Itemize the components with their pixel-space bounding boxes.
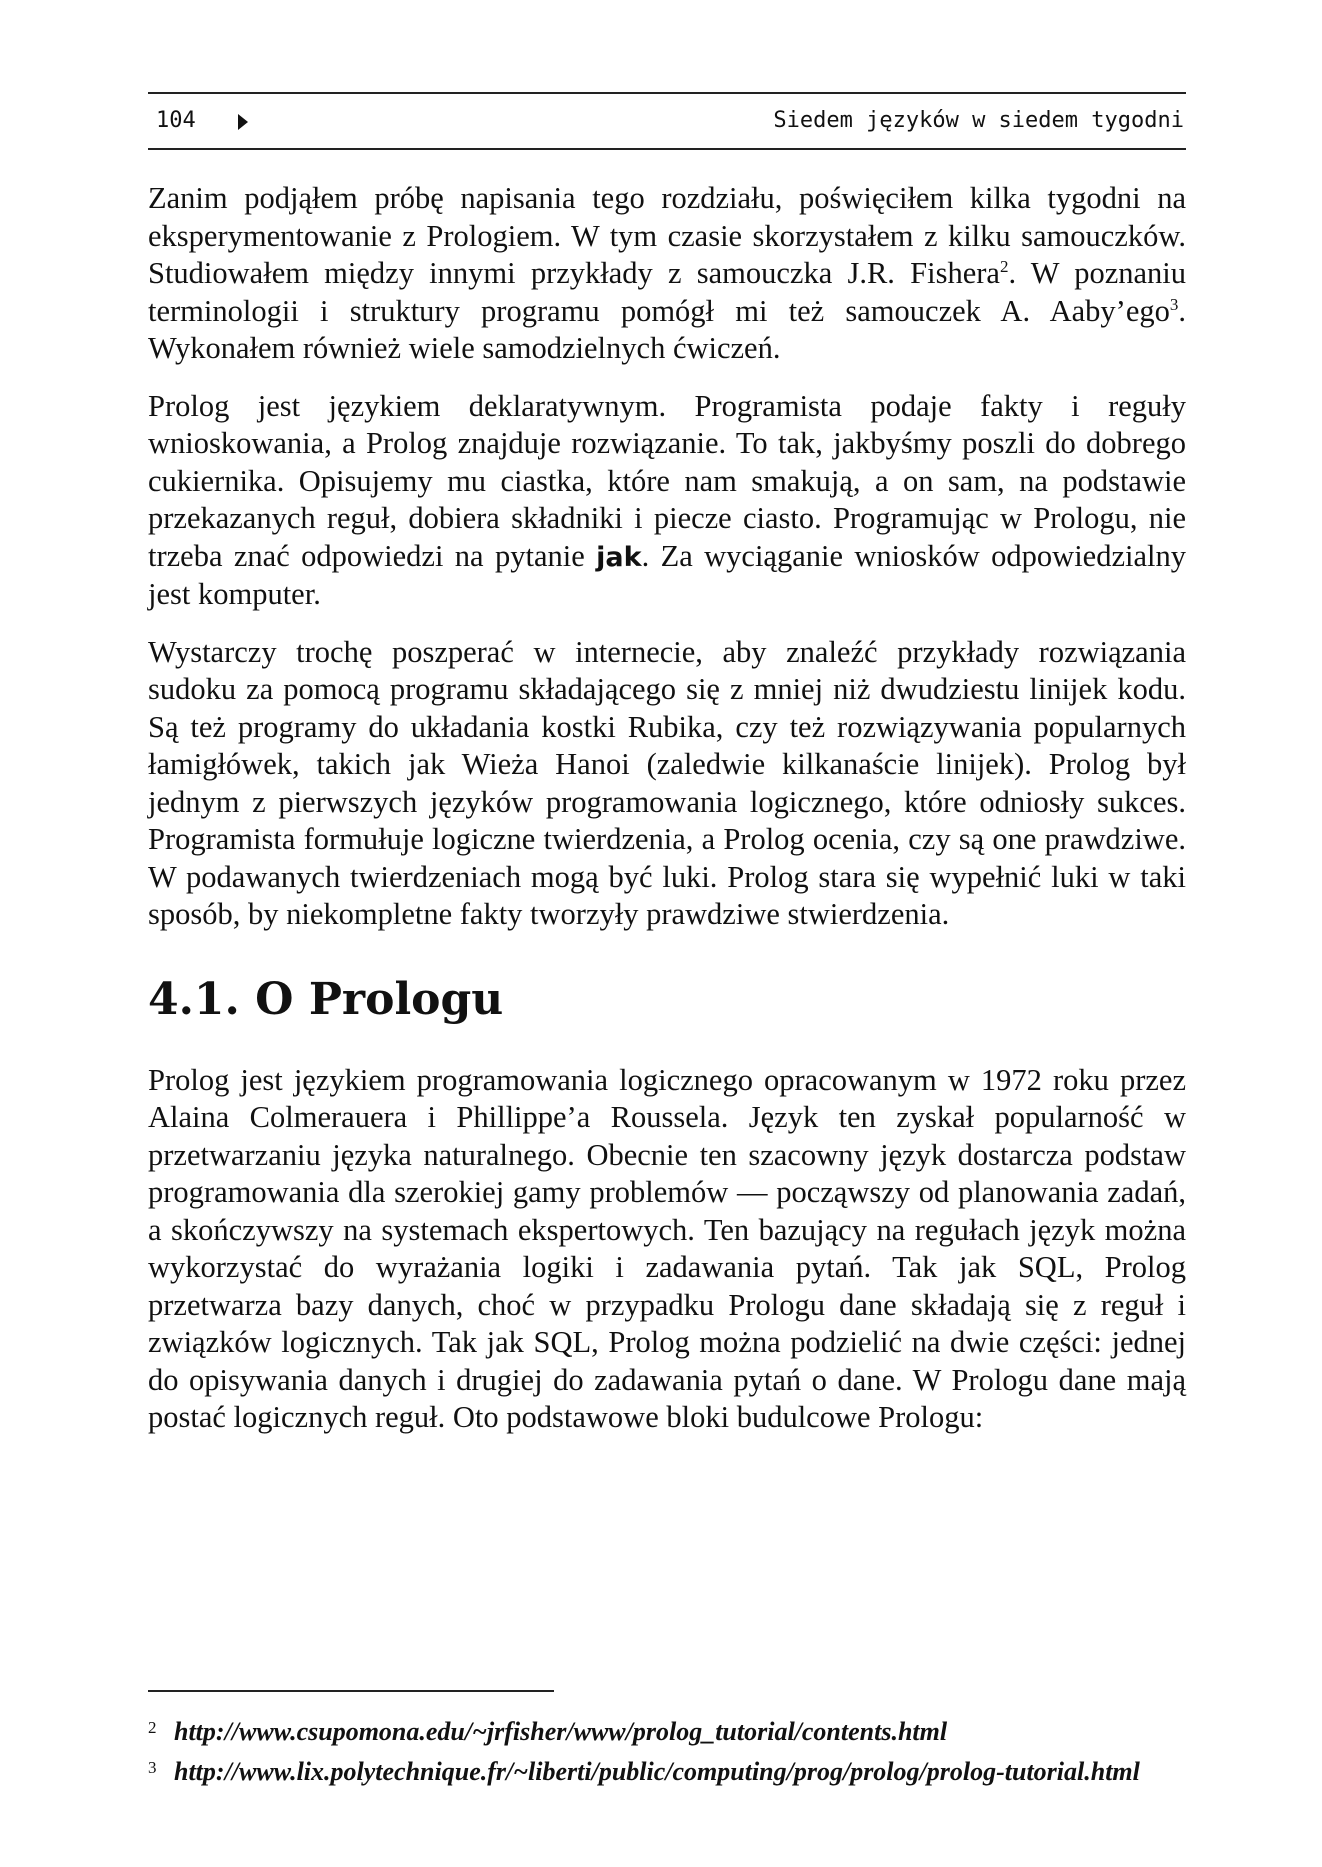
paragraph-text: . W poznaniu terminologii i struktury programu pomógł mi też samouczek A. Aaby’ego xyxy=(148,256,1187,328)
footnote-3 xyxy=(148,1752,1186,1792)
footnote-ref[interactable]: 2 xyxy=(999,257,1009,276)
footnote-divider xyxy=(148,1690,554,1692)
bold-term: jak xyxy=(596,541,642,573)
triangle-right-icon xyxy=(238,114,248,130)
paragraph-text: . Za wyciąganie wniosków odpowiedzialny jest komputer. xyxy=(148,538,1186,611)
paragraph-2 xyxy=(148,388,1186,614)
footnote-mark: 3 xyxy=(148,1758,157,1777)
paragraph-text: Prolog jest językiem deklaratywnym. Programista podaje fakty i reguły wnioskowania, a Prolog znajduje rozwiązanie. To tak, jakbyśmy poszli do dobrego cukiernika. Opisujemy mu ciastka, które nam smakują, a on sam, na podstawie przekazanych reguł, dobiera składniki i piecze ciasto. Programując w Prologu, nie trzeba znać odpowiedzi na pytanie xyxy=(148,388,1186,573)
paragraph-text: Zanim podjąłem próbę napisania tego rozdziału, poświęciłem kilka tygodni na eksperymentowanie z Prologiem. W tym czasie skorzystałem z kilku samouczków. Studiowałem między innymi przykłady z samouczka J.R. Fishera xyxy=(148,181,1186,290)
paragraph-3: Wystarczy trochę poszperać w internecie, aby znaleźć przykłady rozwiązania sudoku za pomocą programu składającego się z mniej niż dwudziestu linijek kodu. Są też programy do układania kostki Rubika, czy też rozwiązywania popularnych łamigłówek, takich jak Wieża Hanoi (zaledwie kilkanaście linijek). Prolog był jednym z pierwszych języków programowania logicznego, które odniosły sukces. Programista formułuje logiczne twierdzenia, a Prolog ocenia, czy są one prawdziwe. W podawanych twierdzeniach mogą być luki. Prolog stara się wypełnić luki w taki sposób, by niekompletne fakty tworzyły prawdziwe stwierdzenia. xyxy=(148,634,1186,931)
footnote-2 xyxy=(148,1712,1186,1752)
footnotes xyxy=(148,1712,1186,1792)
paragraph-4: Prolog jest językiem programowania logicznego opracowanym w 1972 roku przez Alaina Colmerauera i Phillippe’a Roussela. Język ten zyskał popularność w przetwarzaniu języka naturalnego. Obecnie ten szacowny język dostarcza podstaw programowania dla szerokiej gamy problemów — począwszy od planowania zadań, a skończywszy na systemach ekspertowych. Ten bazujący na regułach język można wykorzystać do wyrażania logiki i zadawania pytań. Tak jak SQL, Prolog przetwarza bazy danych, choć w przypadku Prologu dane składają się z reguł i związków logicznych. Tak jak SQL, Prolog można podzielić na dwie części: jednej do opisywania danych i drugiej do zadawania pytań o dane. W Prologu dane mają postać logicznych reguł. Oto podstawowe bloki budulcowe Prologu: xyxy=(148,1062,1186,1434)
footnote-link[interactable]: http://www.csupomona.edu/~jrfisher/www/prolog_tutorial/contents.html xyxy=(174,1717,948,1746)
footnote-mark: 2 xyxy=(148,1718,157,1737)
paragraph-1 xyxy=(148,180,1186,368)
running-header xyxy=(148,92,1186,150)
main-text xyxy=(148,180,1186,1457)
page-number: 104 xyxy=(156,108,196,133)
footnote-ref[interactable]: 3 xyxy=(1169,294,1179,314)
paragraph-text: . Wykonałem również wiele samodzielnych ćwiczeń. xyxy=(148,293,1186,365)
section-heading: 4.1. O Prologu xyxy=(148,973,504,1025)
running-title: Siedem języków w siedem tygodni xyxy=(773,108,1184,133)
footnote-link[interactable]: http://www.lix.polytechnique.fr/~liberti/public/computing/prog/prolog/prolog-tutorial.html xyxy=(174,1757,1140,1786)
